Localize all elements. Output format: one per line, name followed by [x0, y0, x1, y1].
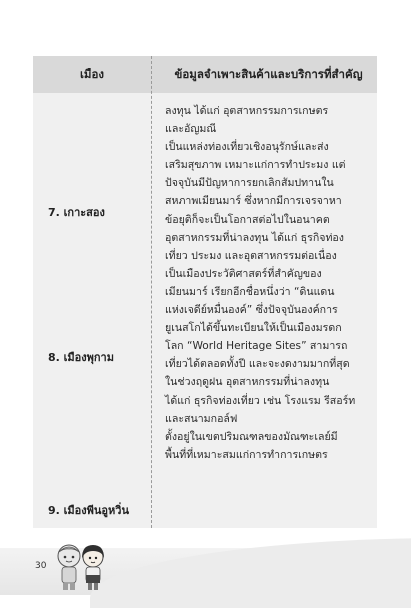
info-line: เป็นเมืองประวัติศาสตร์ที่สำคัญของ — [165, 267, 322, 280]
header-city: เมือง — [79, 67, 105, 81]
info-line: เป็นแหล่งท่องเที่ยวเชิงอนุรักษ์และส่ง — [165, 141, 329, 154]
table-header — [33, 56, 377, 93]
info-line: ในช่วงฤดูฝน อุตสาหกรรมที่น่าลงทุน — [165, 376, 330, 389]
info-line: และอัญมณี — [165, 123, 217, 136]
info-column — [165, 102, 375, 464]
header-info: ข้อมูลจำเพาะสินค้าและบริการที่สำคัญ — [174, 67, 363, 81]
info-line: ตั้งอยู่ในเขตปริมณฑลของมัณฑะเลย์มี — [165, 430, 338, 443]
info-line: ลงทุน ได้แก่ อุตสาหกรรมการเกษตร — [165, 105, 329, 117]
city-pyin-oo-lwin: 9. เมืองพีนอูหวิ่น — [48, 504, 129, 517]
column-divider — [151, 56, 152, 528]
info-line: พื้นที่ที่เหมาะสมแก่การทำการเกษตร — [165, 448, 328, 461]
mascot-illustration — [52, 542, 112, 592]
info-line: เมียนมาร์ เรียกอีกชื่อหนึ่งว่า “ดินแดน — [165, 285, 335, 298]
page-number: 30 — [35, 561, 47, 571]
info-line: แห่งเจดีย์หมื่นองค์” ซึ่งปัจจุบันองค์การ — [165, 304, 338, 317]
info-line: โลก “World Heritage Sites” สามารถ — [165, 340, 348, 353]
city-column — [33, 93, 151, 528]
city-bagan: 8. เมืองพุกาม — [48, 351, 114, 364]
info-line: และสนามกอล์ฟ — [165, 412, 238, 425]
info-line: ปัจจุบันมีปัญหาการยกเลิกสัมปทานใน — [165, 177, 334, 190]
info-table — [33, 56, 377, 528]
info-line: เที่ยวได้ตลอดทั้งปี และจะงดงามมากที่สุด — [165, 358, 350, 371]
info-line: อุตสาหกรรมที่น่าลงทุน ได้แก่ ธุรกิจท่อง — [165, 231, 344, 244]
info-line: เสริมสุขภาพ เหมาะแก่การทำประมง แต่ — [165, 159, 346, 172]
info-line: ข้อยุติก็จะเป็นโอกาสต่อไปในอนาคต — [165, 213, 330, 226]
info-line: ยูเนสโกได้ขึ้นทะเบียนให้เป็นเมืองมรดก — [165, 322, 342, 335]
info-line: ได้แก่ ธุรกิจท่องเที่ยว เช่น โรงแรม รีสอร์ท — [165, 394, 356, 407]
city-ko-song: 7. เกาะสอง — [48, 206, 105, 219]
info-line: สหภาพเมียนมาร์ ซึ่งหากมีการเจรจาหา — [165, 195, 342, 208]
info-line: เที่ยว ประมง และอุตสาหกรรมต่อเนื่อง — [165, 249, 337, 262]
